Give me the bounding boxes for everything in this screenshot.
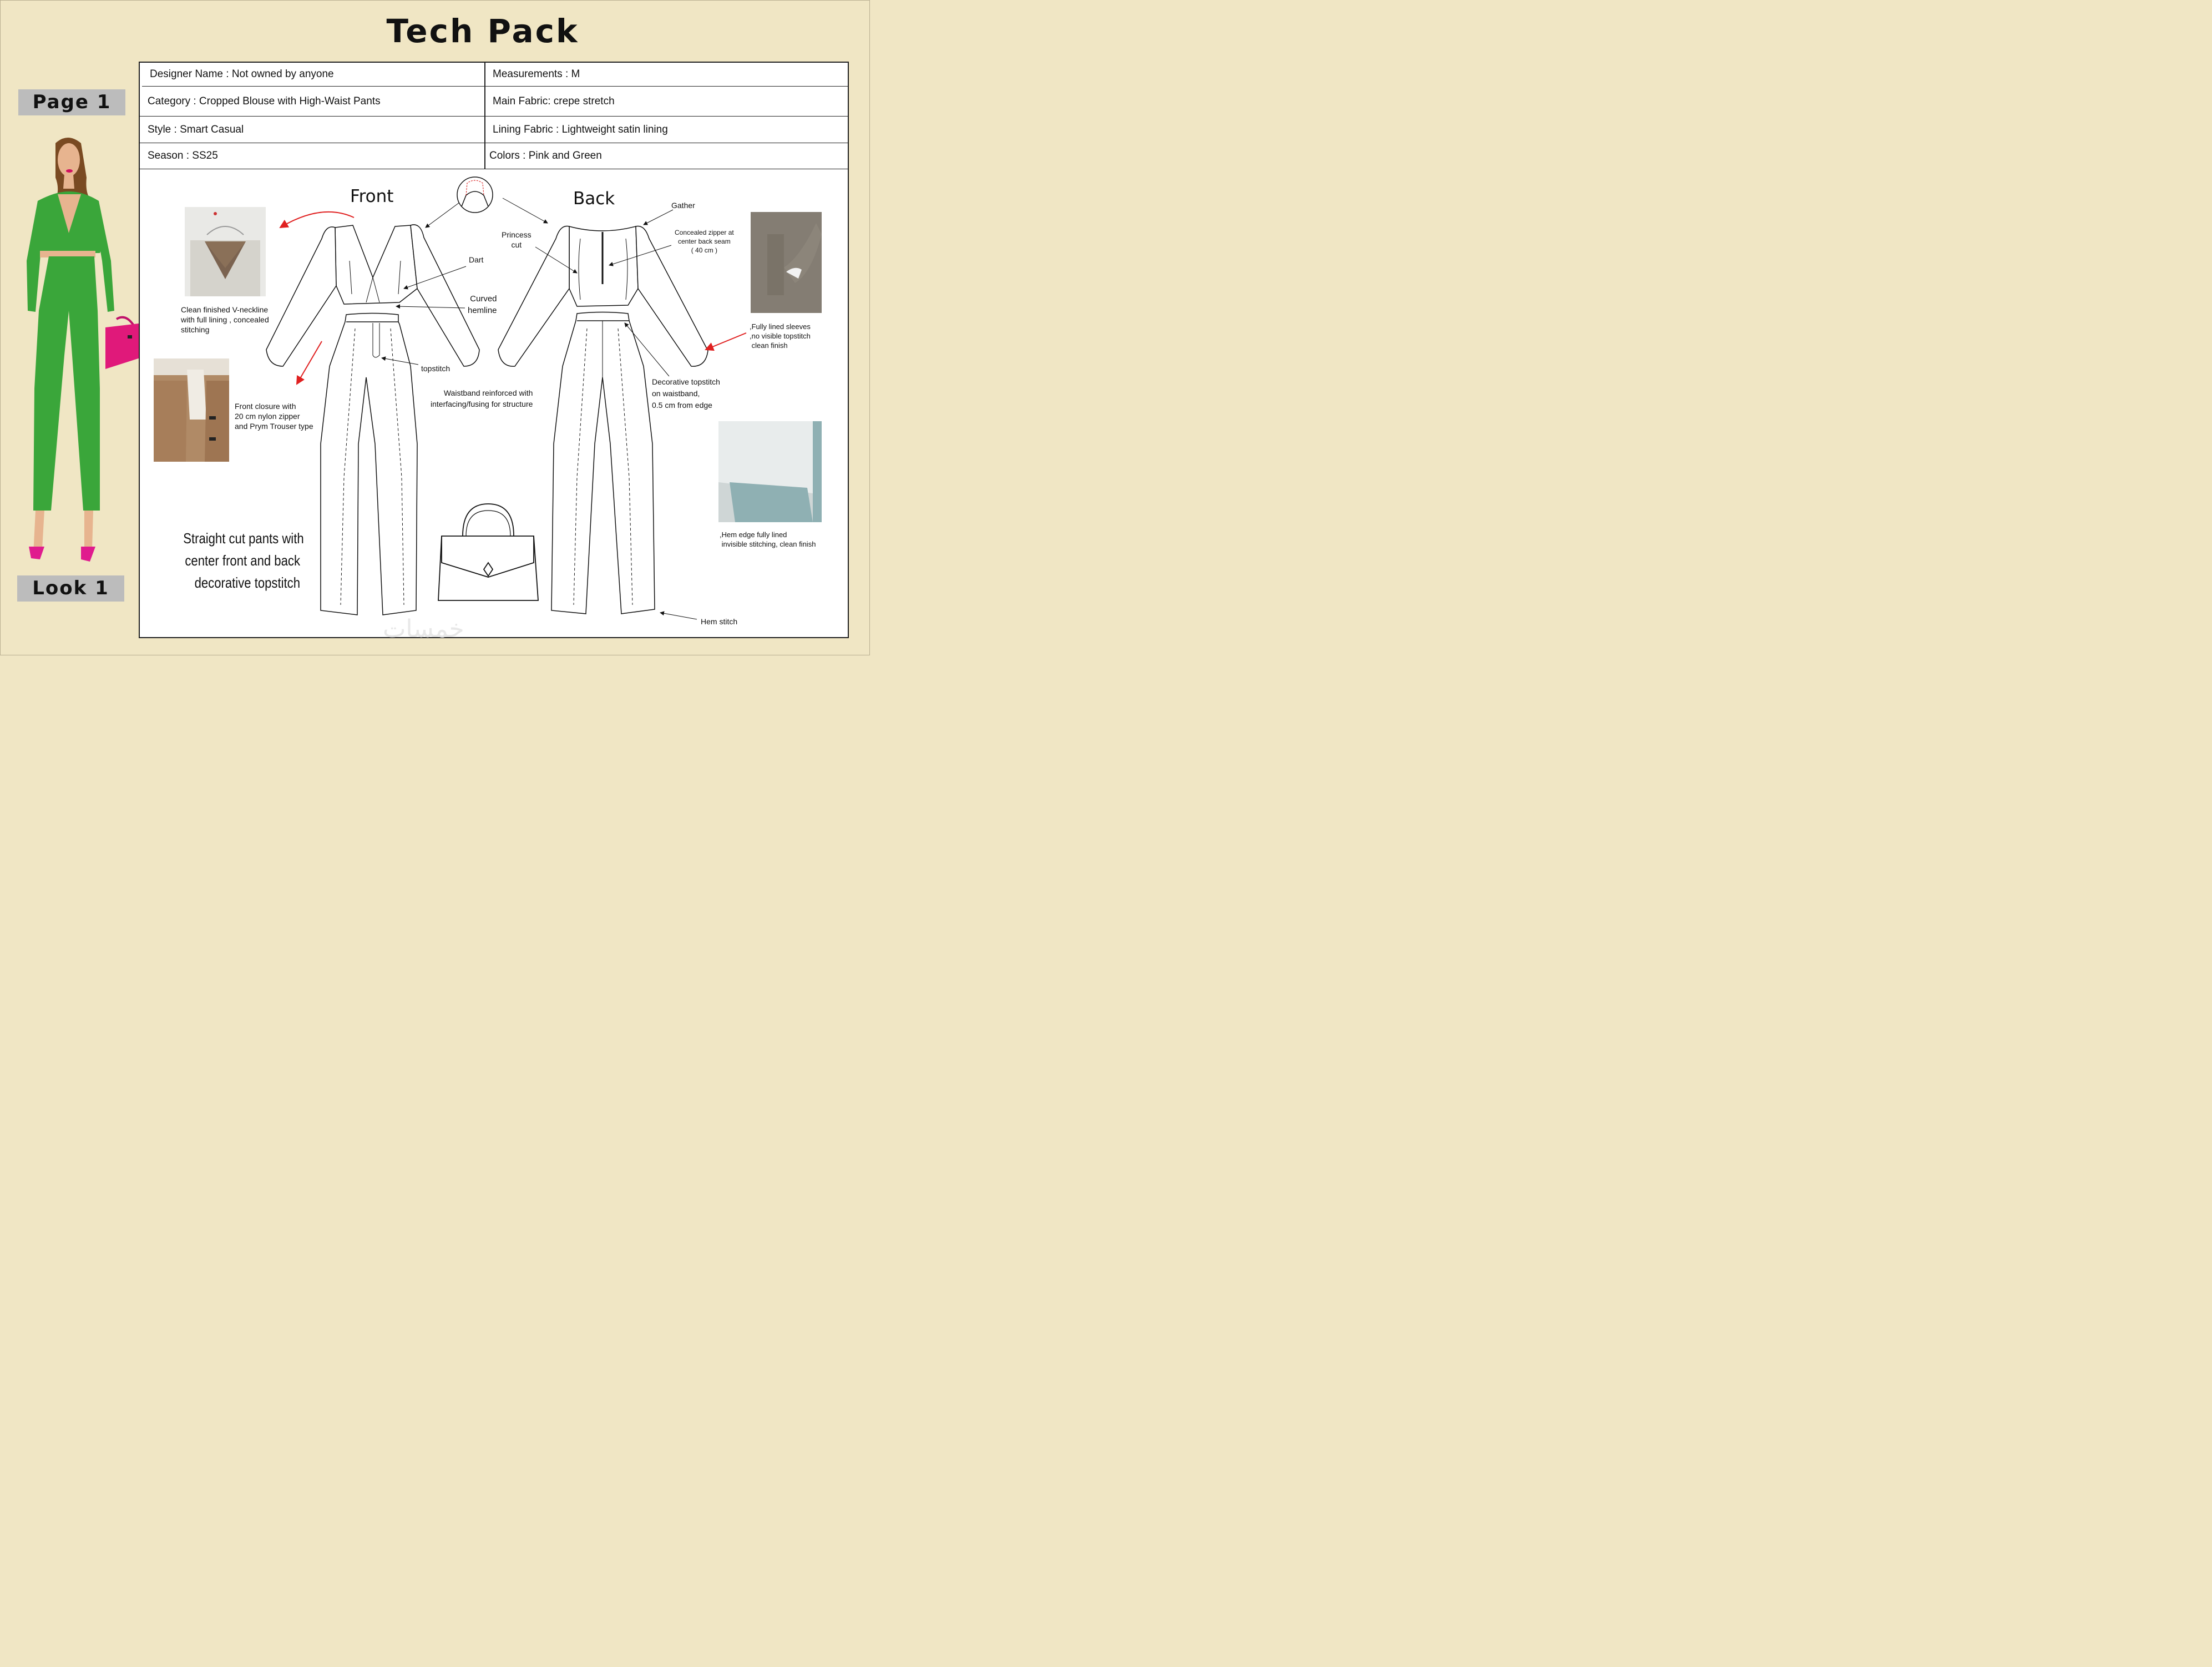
closure-note: Front closure with 20 cm nylon zipper and Prym Trouser type [235,402,313,431]
designer-cell: Designer Name : Not owned by anyone [142,63,484,87]
lining-cell: Lining Fabric : Lightweight satin lining [485,117,848,143]
back-view-title: Back [573,189,615,209]
page-title: Tech Pack [386,12,579,50]
style-cell: Style : Smart Casual [140,117,484,143]
hem-stitch-note: Hem stitch [701,617,738,626]
princess-cut-note: Princess cut [502,230,532,249]
page-label: Page 1 [18,89,125,115]
neckline-note: Clean finished V-neckline with full lining , concealed stitching [181,305,269,334]
sleeves-note: ,Fully lined sleeves ,no visible topstitch clean finish [750,322,811,350]
gather-note: Gather [671,201,695,210]
red-arrow-neckline [280,212,354,228]
main-fabric-cell: Main Fabric: crepe stretch [485,87,848,117]
back-pants [551,312,655,614]
waistband-note: Waistband reinforced with interfacing/fusing for structure [431,388,533,408]
zipper-note: Concealed zipper at center back seam ( 40 cm ) [675,229,734,254]
front-view-title: Front [350,186,394,206]
red-arrow-sleeves [706,333,746,350]
handbag-sketch [438,504,538,600]
look-label: Look 1 [17,575,124,602]
hemline-note: Curved hemline [468,294,497,315]
measurements-cell: Measurements : M [485,63,848,87]
neckline-detail [457,177,493,213]
watermark: خمسات [383,615,464,643]
red-arrow-closure [297,341,322,384]
season-cell: Season : SS25 [140,143,484,169]
pants-note: Straight cut pants with center front and back decorative topstitch [183,530,304,591]
dart-note: Dart [469,255,484,264]
technical-flats [0,0,870,655]
category-cell: Category : Cropped Blouse with High-Waist Pants [140,87,484,117]
front-pants [321,314,417,615]
colors-cell: Colors : Pink and Green [485,143,848,169]
decorative-topstitch-note: Decorative topstitch on waistband, 0.5 cm from edge [652,377,720,410]
topstitch-note: topstitch [421,364,451,373]
hem-edge-note: ,Hem edge fully lined invisible stitching, clean finish [720,531,816,548]
